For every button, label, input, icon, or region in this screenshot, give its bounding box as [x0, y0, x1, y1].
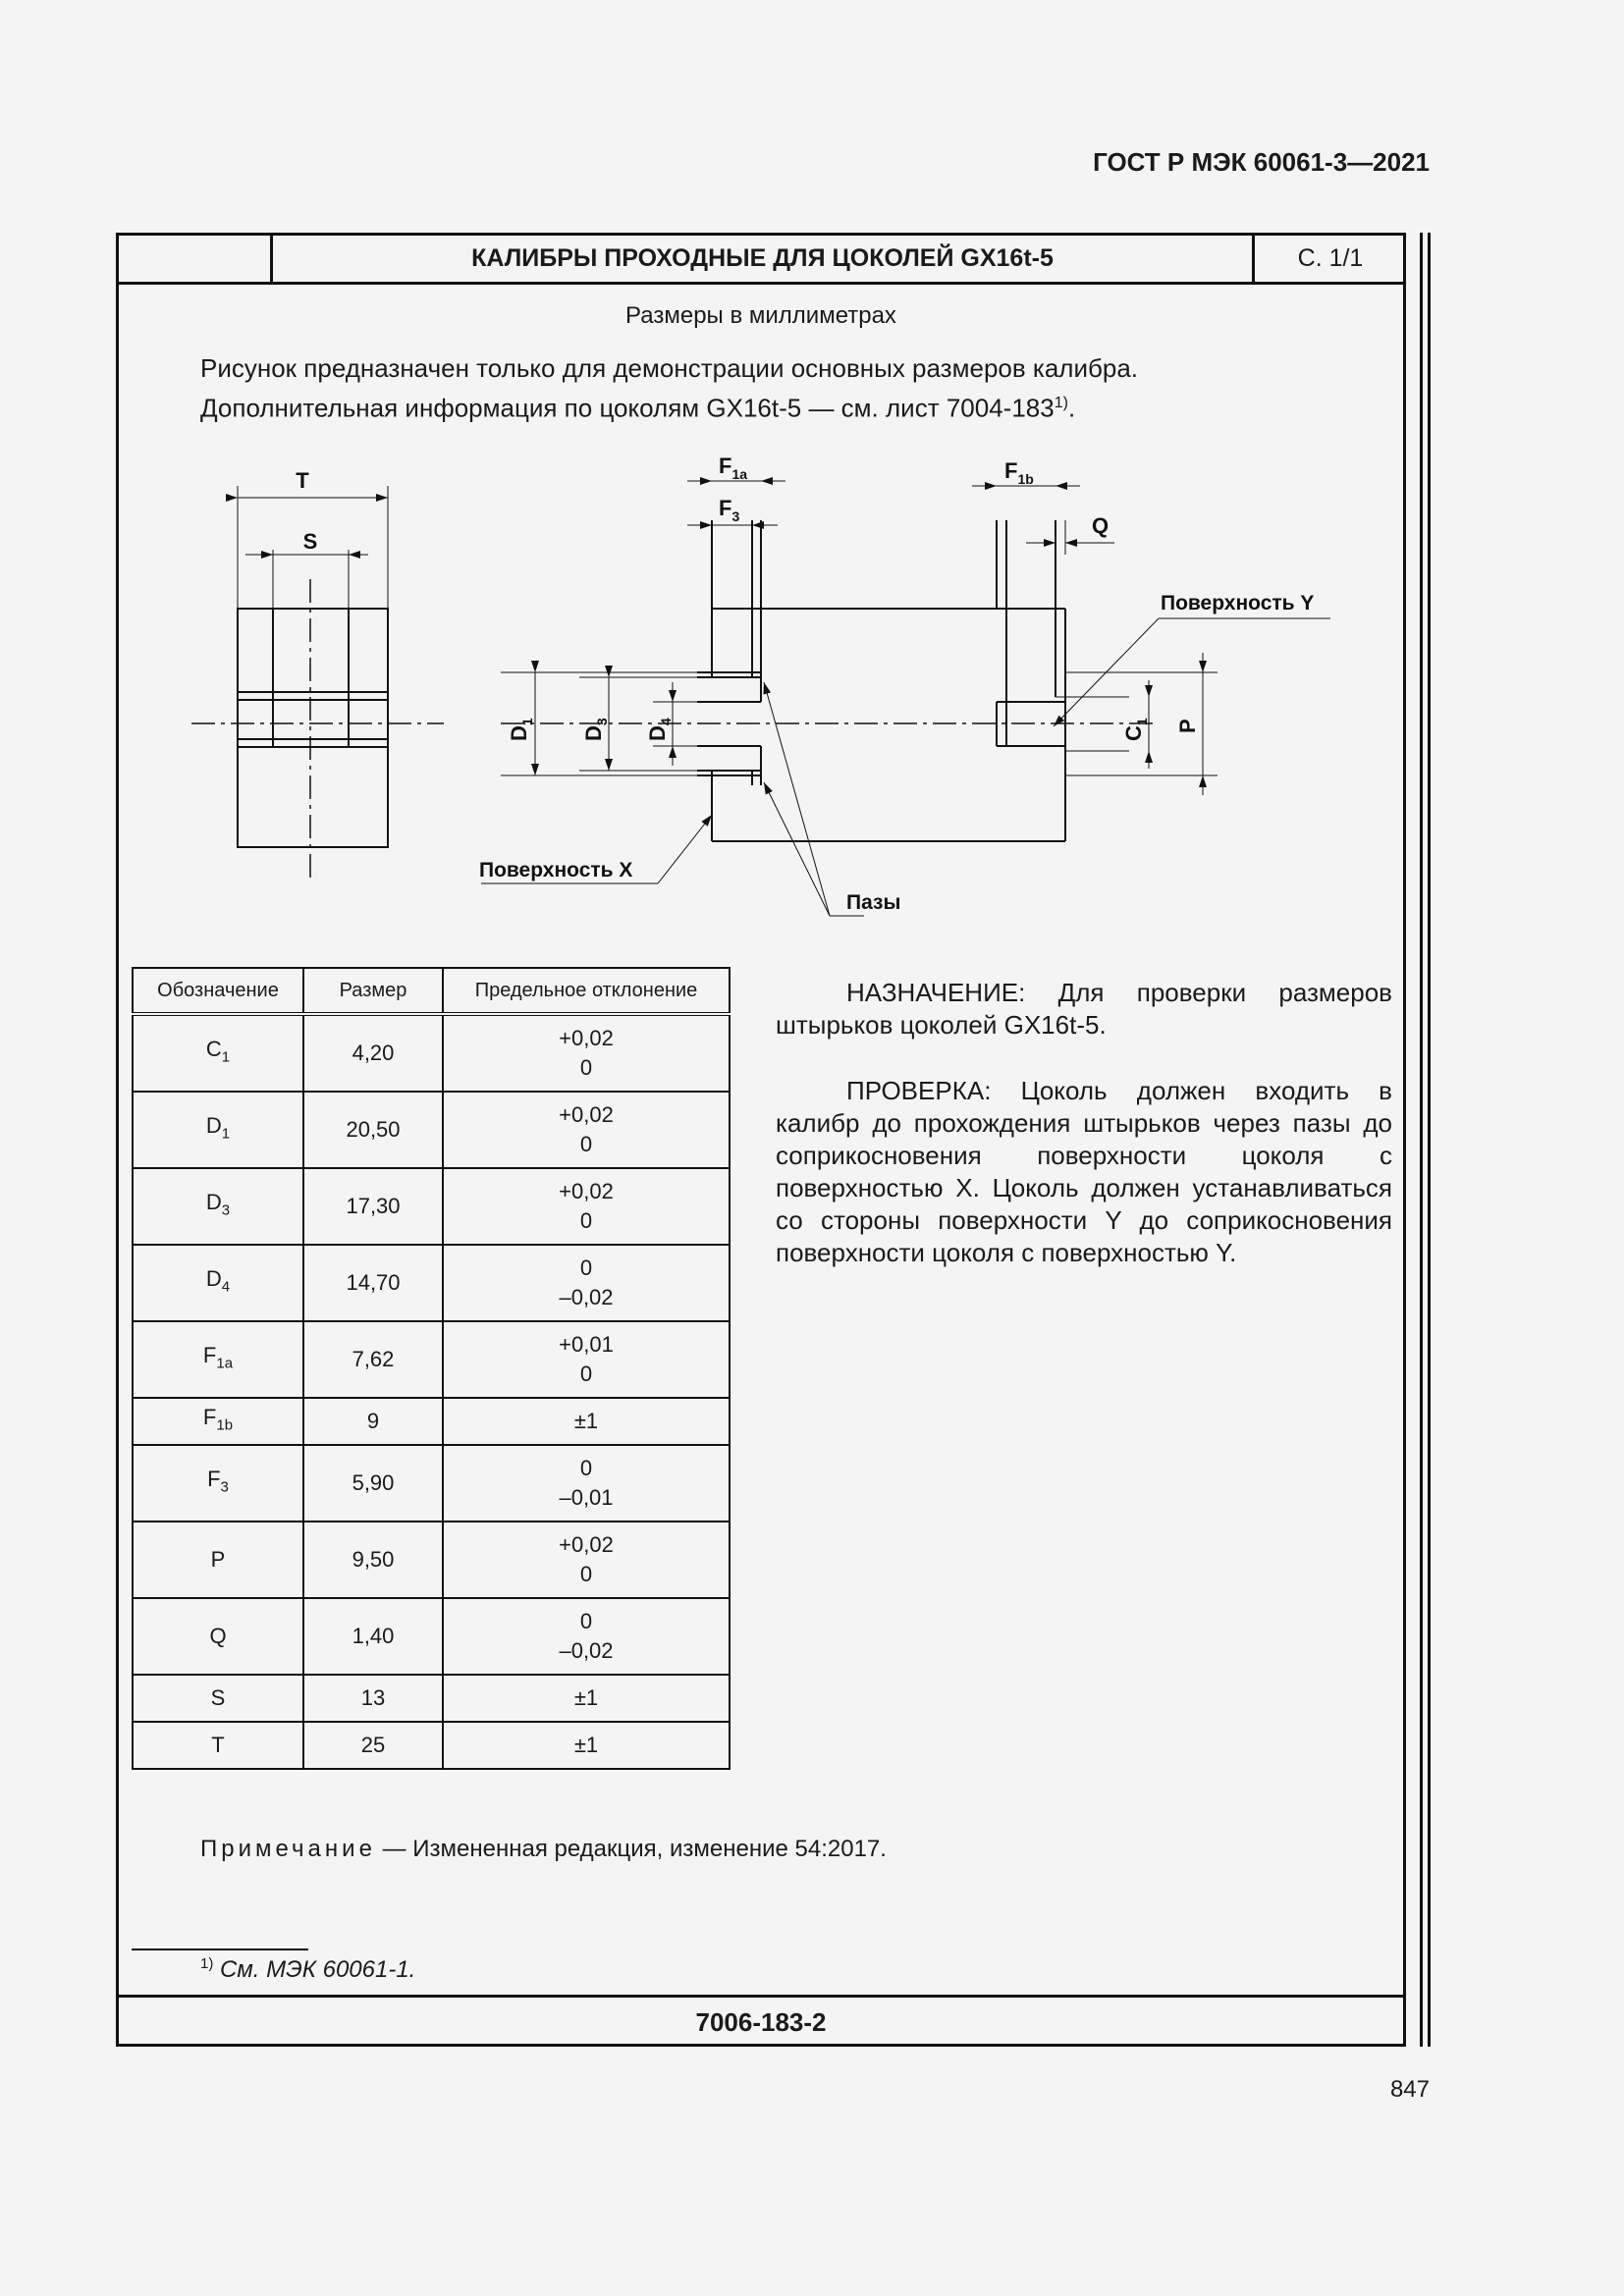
tol-upper: +0,02 — [559, 1179, 614, 1203]
label-F1b — [1004, 458, 1034, 487]
label-C1-sub: 1 — [1134, 718, 1150, 726]
tol-lower: –0,02 — [559, 1285, 614, 1309]
sym: D — [205, 1189, 222, 1214]
label-C1 — [1121, 718, 1150, 741]
tol-lower: –0,01 — [559, 1485, 614, 1510]
label-D1-letter: D — [507, 725, 531, 741]
label-slots — [846, 891, 900, 914]
label-D4-letter: D — [645, 725, 670, 741]
sheet-title: КАЛИБРЫ ПРОХОДНЫЕ ДЛЯ ЦОКОЛЕЙ GX16t-5 — [471, 244, 1054, 272]
cell-tolerance — [443, 1598, 730, 1675]
label-surface-y — [1161, 592, 1314, 614]
label-D3-sub: 3 — [594, 718, 610, 726]
cell-designation — [133, 1245, 303, 1321]
label-T-text: T — [296, 468, 309, 493]
cell-designation — [133, 1092, 303, 1168]
table-header-row — [133, 968, 730, 1014]
tol-upper: 0 — [579, 1255, 593, 1280]
label-P — [1175, 719, 1200, 733]
sym: F — [202, 1404, 217, 1429]
label-F1a-sub: 1a — [731, 466, 748, 482]
label-Q — [1092, 513, 1109, 538]
sym: C — [205, 1036, 222, 1061]
cell-tolerance: ±1 — [443, 1675, 730, 1722]
label-S-text: S — [302, 529, 318, 554]
label-F3-letter: F — [719, 496, 732, 520]
label-surface-x — [479, 859, 632, 881]
intro-line-2-text: Дополнительная информация по цоколям GX16t-5 — см. лист 7004-183 — [200, 393, 1055, 423]
cell-size: 5,90 — [303, 1445, 443, 1522]
tol-lower: 0 — [579, 1208, 593, 1233]
label-Q-text: Q — [1092, 513, 1110, 538]
intro-line-2 — [200, 386, 1138, 426]
cell-size: 25 — [303, 1722, 443, 1769]
cell-tolerance — [443, 1522, 730, 1598]
dimensions-table — [132, 967, 731, 1770]
tol-lower: –0,02 — [559, 1638, 614, 1663]
col-header-tolerance: Предельное отклонение — [443, 968, 730, 1014]
cell-tolerance — [443, 1014, 730, 1092]
sym-sub: 1 — [221, 1125, 231, 1143]
sym: D — [205, 1112, 222, 1138]
intro-line-1: Рисунок предназначен только для демонстрации основных размеров калибра. — [200, 353, 1139, 383]
tol-upper: +0,01 — [559, 1332, 614, 1357]
sym-sub: 1 — [221, 1048, 231, 1066]
front-view — [481, 481, 1330, 916]
tol-upper: +0,02 — [559, 1102, 614, 1127]
cell-designation: Q — [133, 1598, 303, 1675]
label-D4 — [645, 718, 674, 741]
label-D1-sub: 1 — [519, 718, 535, 726]
cell-size: 14,70 — [303, 1245, 443, 1321]
cell-designation — [133, 1398, 303, 1445]
table-row — [133, 1168, 730, 1245]
frame-double-line — [1428, 233, 1431, 2047]
table-row — [133, 1014, 730, 1092]
label-surface-y-text: Поверхность Y — [1161, 592, 1315, 614]
cell-size: 4,20 — [303, 1014, 443, 1092]
footnote-ref: 1) — [1054, 395, 1068, 411]
table-row — [133, 1245, 730, 1321]
label-F1b-letter: F — [1004, 458, 1018, 483]
sym-sub: 3 — [220, 1478, 229, 1496]
cell-size: 7,62 — [303, 1321, 443, 1398]
footnote-text: См. МЭК 60061-1. — [213, 1956, 416, 1983]
note-text: — Измененная редакция, изменение 54:2017. — [375, 1836, 887, 1862]
cell-size: 9,50 — [303, 1522, 443, 1598]
cell-tolerance — [443, 1321, 730, 1398]
label-D3-letter: D — [581, 725, 606, 741]
label-F1a-letter: F — [719, 454, 732, 478]
cell-designation — [133, 1321, 303, 1398]
cell-size: 20,50 — [303, 1092, 443, 1168]
footnote — [200, 1955, 415, 1984]
table-row — [133, 1722, 730, 1769]
gauge-drawing — [177, 447, 1375, 947]
tol-upper: +0,02 — [559, 1026, 614, 1050]
sym-sub: 1a — [216, 1355, 234, 1372]
check-text: ПРОВЕРКА: Цоколь должен входить в калибр до прохождения штырьков через пазы до соприкосновения поверхности цоколя с поверхностью X. Цоколь должен устанавливаться со стороны поверхности Y до соприкосновения поверхности цоколя с поверхностью Y. — [776, 1076, 1392, 1267]
cell-size: 1,40 — [303, 1598, 443, 1675]
label-F1a — [719, 454, 747, 482]
label-T — [296, 468, 309, 493]
label-slots-text: Пазы — [846, 891, 901, 914]
tol-upper: 0 — [579, 1456, 593, 1480]
sym: F — [207, 1466, 221, 1491]
note-label: Примечание — [200, 1836, 376, 1862]
label-S — [303, 529, 318, 554]
sym-sub: 4 — [221, 1278, 231, 1296]
table-row — [133, 1321, 730, 1398]
label-F3 — [719, 496, 739, 524]
tol-lower: 0 — [579, 1562, 593, 1586]
cell-size: 17,30 — [303, 1168, 443, 1245]
label-D4-sub: 4 — [658, 718, 674, 726]
tol-upper: +0,02 — [559, 1532, 614, 1557]
sheet-number: С. 1/1 — [1297, 244, 1364, 272]
sym: D — [205, 1265, 222, 1291]
cell-tolerance: ±1 — [443, 1722, 730, 1769]
sym-sub: 3 — [221, 1201, 231, 1219]
table-row — [133, 1598, 730, 1675]
col-header-designation: Обозначение — [133, 968, 303, 1014]
frame-double-line — [1420, 233, 1423, 2047]
page-number: 847 — [1389, 2076, 1430, 2103]
cell-size: 9 — [303, 1398, 443, 1445]
table-row — [133, 1675, 730, 1722]
sym: F — [202, 1342, 217, 1367]
tol-upper: 0 — [579, 1609, 593, 1633]
label-D1 — [507, 718, 535, 741]
sheet-id: 7006-183-2 — [695, 2007, 827, 2037]
table-row — [133, 1445, 730, 1522]
tol-lower: 0 — [579, 1055, 593, 1080]
cell-designation — [133, 1445, 303, 1522]
cell-designation — [133, 1168, 303, 1245]
tol-lower: 0 — [579, 1362, 593, 1386]
sym-sub: 1b — [216, 1416, 234, 1434]
cell-tolerance — [443, 1445, 730, 1522]
intro-text — [200, 351, 1138, 426]
label-surface-x-text: Поверхность X — [479, 859, 633, 881]
cell-designation: T — [133, 1722, 303, 1769]
label-P-text: P — [1175, 719, 1200, 733]
intro-line-2-end: . — [1067, 393, 1076, 423]
cell-designation — [133, 1014, 303, 1092]
col-header-size: Размер — [303, 968, 443, 1014]
table-row — [133, 1398, 730, 1445]
tol-lower: 0 — [579, 1132, 593, 1156]
cell-tolerance — [443, 1092, 730, 1168]
side-view — [191, 486, 444, 879]
cell-tolerance — [443, 1168, 730, 1245]
footnote-mark: 1) — [200, 1955, 214, 1972]
label-F3-sub: 3 — [731, 508, 740, 524]
cell-tolerance: ±1 — [443, 1398, 730, 1445]
cell-tolerance — [443, 1245, 730, 1321]
cell-designation: P — [133, 1522, 303, 1598]
table-row — [133, 1092, 730, 1168]
cell-size: 13 — [303, 1675, 443, 1722]
label-F1b-sub: 1b — [1017, 471, 1034, 487]
note — [200, 1836, 887, 1863]
table-row — [133, 1522, 730, 1598]
label-D3 — [581, 718, 610, 741]
purpose-text: НАЗНАЧЕНИЕ: Для проверки размеров штырьков цоколей GX16t-5. — [776, 978, 1392, 1040]
cell-designation: S — [133, 1675, 303, 1722]
units-note: Размеры в миллиметрах — [625, 302, 896, 329]
footnote-divider — [132, 1949, 308, 1950]
standard-number: ГОСТ Р МЭК 60061-3—2021 — [1093, 147, 1430, 177]
label-C1-letter: C — [1121, 725, 1146, 741]
